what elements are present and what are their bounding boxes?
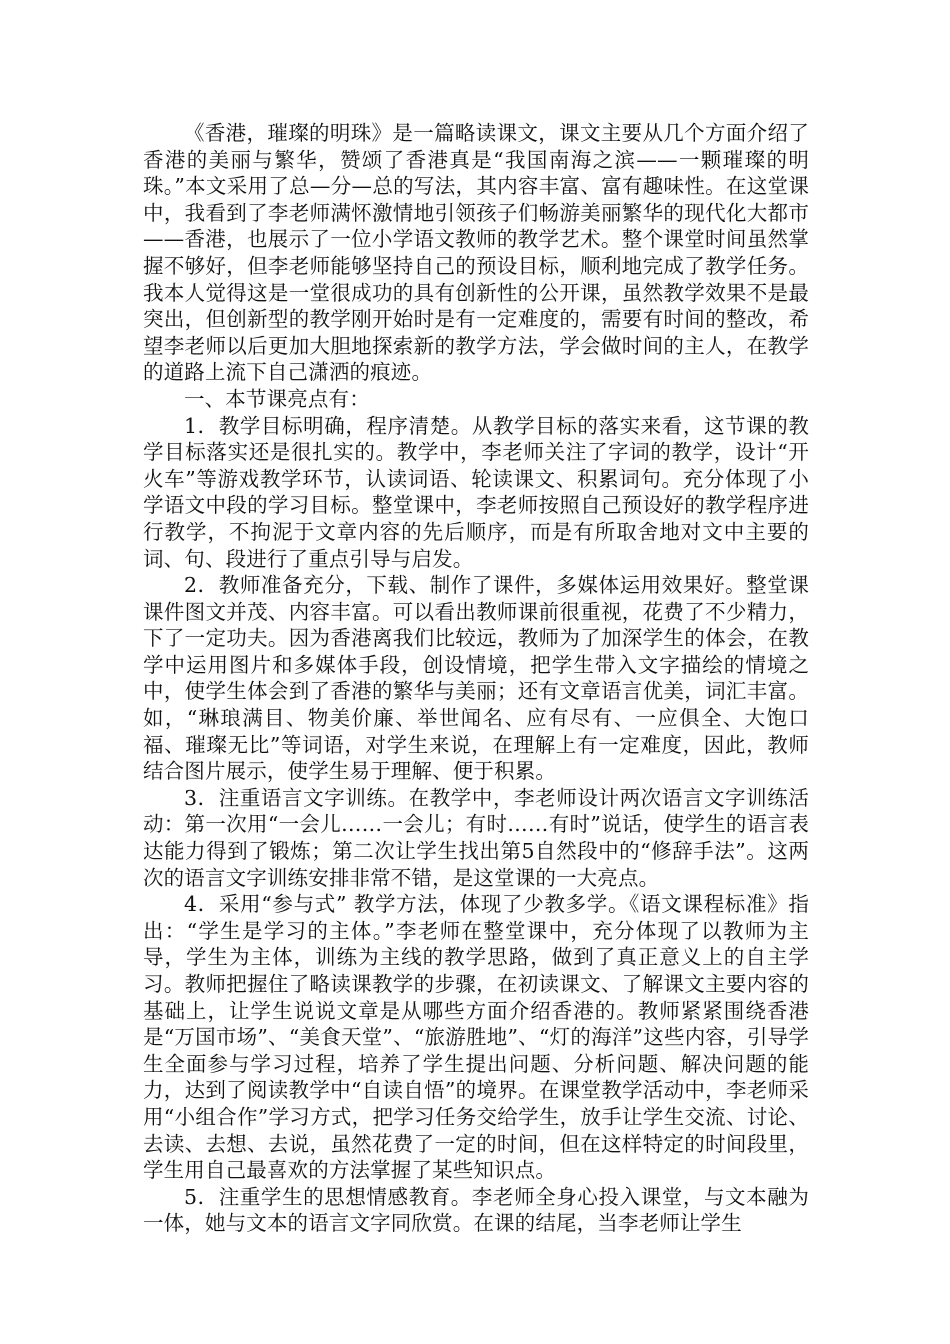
- intro-paragraph: 《香港，璀璨的明珠》是一篇略读课文，课文主要从几个方面介绍了香港的美丽与繁华，赞颂了香港真是“我国南海之滨——一颗璀璨的明珠。”本文采用了总—分—总的写法，其内容丰富、富有趣味性。在这堂课中，我看到了李老师满怀激情地引领孩子们畅游美丽繁华的现代化大都市——香港，也展示了一位小学语文教师的教学艺术。整个课堂时间虽然掌握不够好，但李老师能够坚持自己的预设目标，顺利地完成了教学任务。我本人觉得这是一堂很成功的具有创新性的公开课，虽然教学效果不是最突出，但创新型的教学刚开始时是有一定难度的，需要有时间的整改，希望李老师以后更加大胆地探索新的教学方法，学会做时间的主人，在教学的道路上流下自己潇洒的痕迹。: [143, 121, 809, 385]
- highlight-item-4: 4．采用“参与式” 教学方法，体现了少教多学。《语文课程标准》指出：“学生是学习的主体。”李老师在整堂课中，充分体现了以教师为主导，学生为主体，训练为主线的教学思路，做到了真正意义上的自主学习。教师把握住了略读课教学的步骤，在初读课文、了解课文主要内容的基础上，让学生说说文章是从哪些方面介绍香港的。教师紧紧围绕香港是“万国市场”、“美食天堂”、“旅游胜地”、“灯的海洋”这些内容，引导学生全面参与学习过程，培养了学生提出问题、分析问题、解决问题的能力，达到了阅读教学中“自读自悟”的境界。在课堂教学活动中，李老师采用“小组合作”学习方式，把学习任务交给学生，放手让学生交流、讨论、去读、去想、去说，虽然花费了一定的时间，但在这样特定的时间段里，学生用自己最喜欢的方法掌握了某些知识点。: [143, 892, 809, 1183]
- section-heading-highlights: 一、本节课亮点有：: [184, 386, 370, 411]
- document-body: [143, 120, 809, 1237]
- highlight-item-2: 2．教师准备充分，下载、制作了课件，多媒体运用效果好。整堂课课件图文并茂、内容丰富。可以看出教师课前很重视，花费了不少精力，下了一定功夫。因为香港离我们比较远，教师为了加深学生的体会，在教学中运用图片和多媒体手段，创设情境，把学生带入文字描绘的情境之中，使学生体会到了香港的繁华与美丽；还有文章语言优美，词汇丰富。如，“琳琅满目、物美价廉、举世闻名、应有尽有、一应俱全、大饱口福、璀璨无比”等词语，对学生来说，在理解上有一定难度，因此，教师结合图片展示，使学生易于理解、便于积累。: [143, 573, 809, 784]
- highlight-item-1: 1．教学目标明确，程序清楚。从教学目标的落实来看，这节课的教学目标落实还是很扎实的。教学中，李老师关注了字词的教学，设计“开火车”等游戏教学环节，认读词语、轮读课文、积累词句。充分体现了小学语文中段的学习目标。整堂课中，李老师按照自己预设好的教学程序进行教学，不拘泥于文章内容的先后顺序，而是有所取舍地对文中主要的词、句、段进行了重点引导与启发。: [143, 413, 809, 571]
- highlight-item-5: 5．注重学生的思想情感教育。李老师全身心投入课堂，与文本融为一体，她与文本的语言文字同欣赏。在课的结尾，当李老师让学生: [143, 1184, 809, 1236]
- highlight-item-3: 3．注重语言文字训练。在教学中，李老师设计两次语言文字训练活动：第一次用“一会儿……一会儿；有时……有时”说话，使学生的语言表达能力得到了锻炼；第二次让学生找出第5自然段中的“修辞手法”。这两次的语言文字训练安排非常不错，是这堂课的一大亮点。: [143, 785, 809, 890]
